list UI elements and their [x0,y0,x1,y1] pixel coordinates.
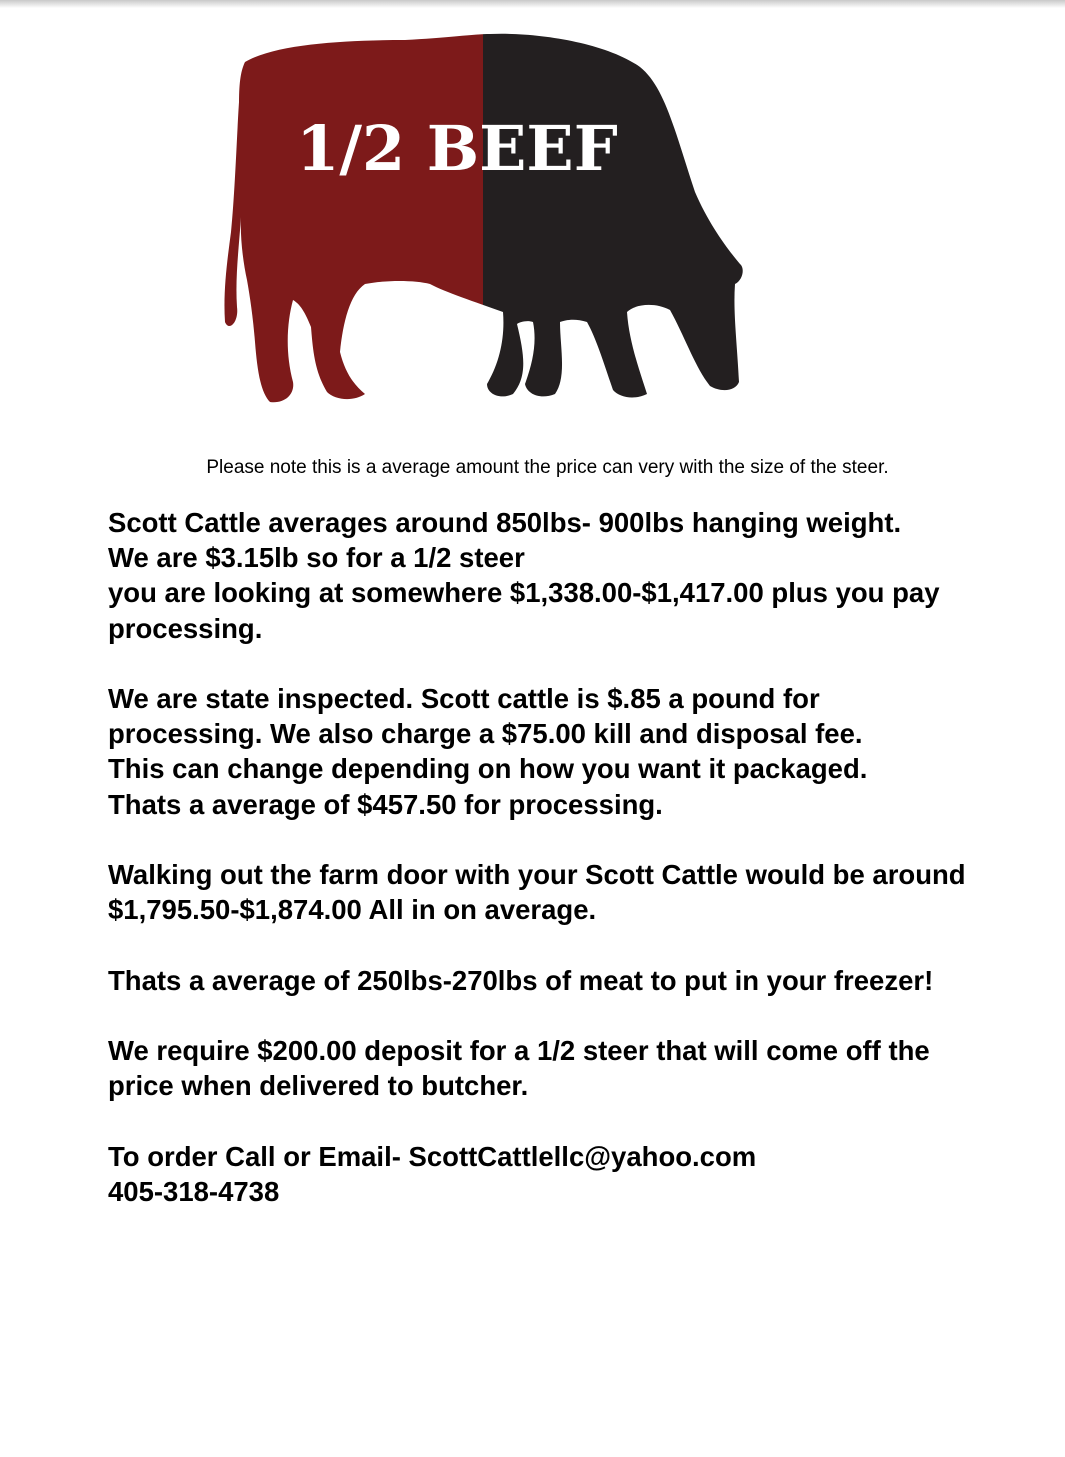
cow-silhouette-icon [215,22,755,414]
paragraph-contact [108,1139,1038,1209]
logo-title: 1/2 BEEF [296,112,618,185]
text-line: price when delivered to butcher. [108,1070,529,1102]
contact-email-line: To order Call or Email- ScottCattlellc@yahoo.com [108,1140,757,1172]
text-line: Walking out the farm door with your Scott Cattle would be around [108,859,966,890]
cow-black-half [483,22,755,414]
pricing-details [108,505,1038,1244]
paragraph-hanging-weight [108,505,1038,646]
contact-phone: 405-318-4738 [108,1175,280,1207]
paragraph-deposit [108,1033,1038,1103]
text-line: Thats a average of $457.50 for processing. [108,788,663,820]
text-line: We are $3.15lb so for a 1/2 steer [108,542,525,574]
text-line: processing. [108,612,263,644]
text-line: We are state inspected. Scott cattle is $.85 a pound for [108,683,820,714]
paragraph-processing [108,681,1038,822]
text-line: you are looking at somewhere $1,338.00-$1,417.00 plus you pay [108,577,940,609]
text-line: This can change depending on how you want it packaged. [108,753,868,785]
text-line: $1,795.50-$1,874.00 All in on average. [108,894,597,926]
text-line: Scott Cattle averages around 850lbs- 900lbs hanging weight. [108,507,902,538]
price-note: Please note this is a average amount the price can very with the size of the steer. [206,457,889,478]
paragraph-total [108,857,1038,927]
top-edge-divider [0,0,1065,8]
text-line: We require $200.00 deposit for a 1/2 steer that will come off the [108,1034,930,1066]
half-beef-logo [215,22,755,414]
text-line: Thats a average of 250lbs-270lbs of meat to put in your freezer! [108,964,934,996]
text-line: processing. We also charge a $75.00 kill and disposal fee. [108,718,863,750]
cow-red-half [215,22,483,414]
paragraph-meat-yield [108,963,1038,998]
